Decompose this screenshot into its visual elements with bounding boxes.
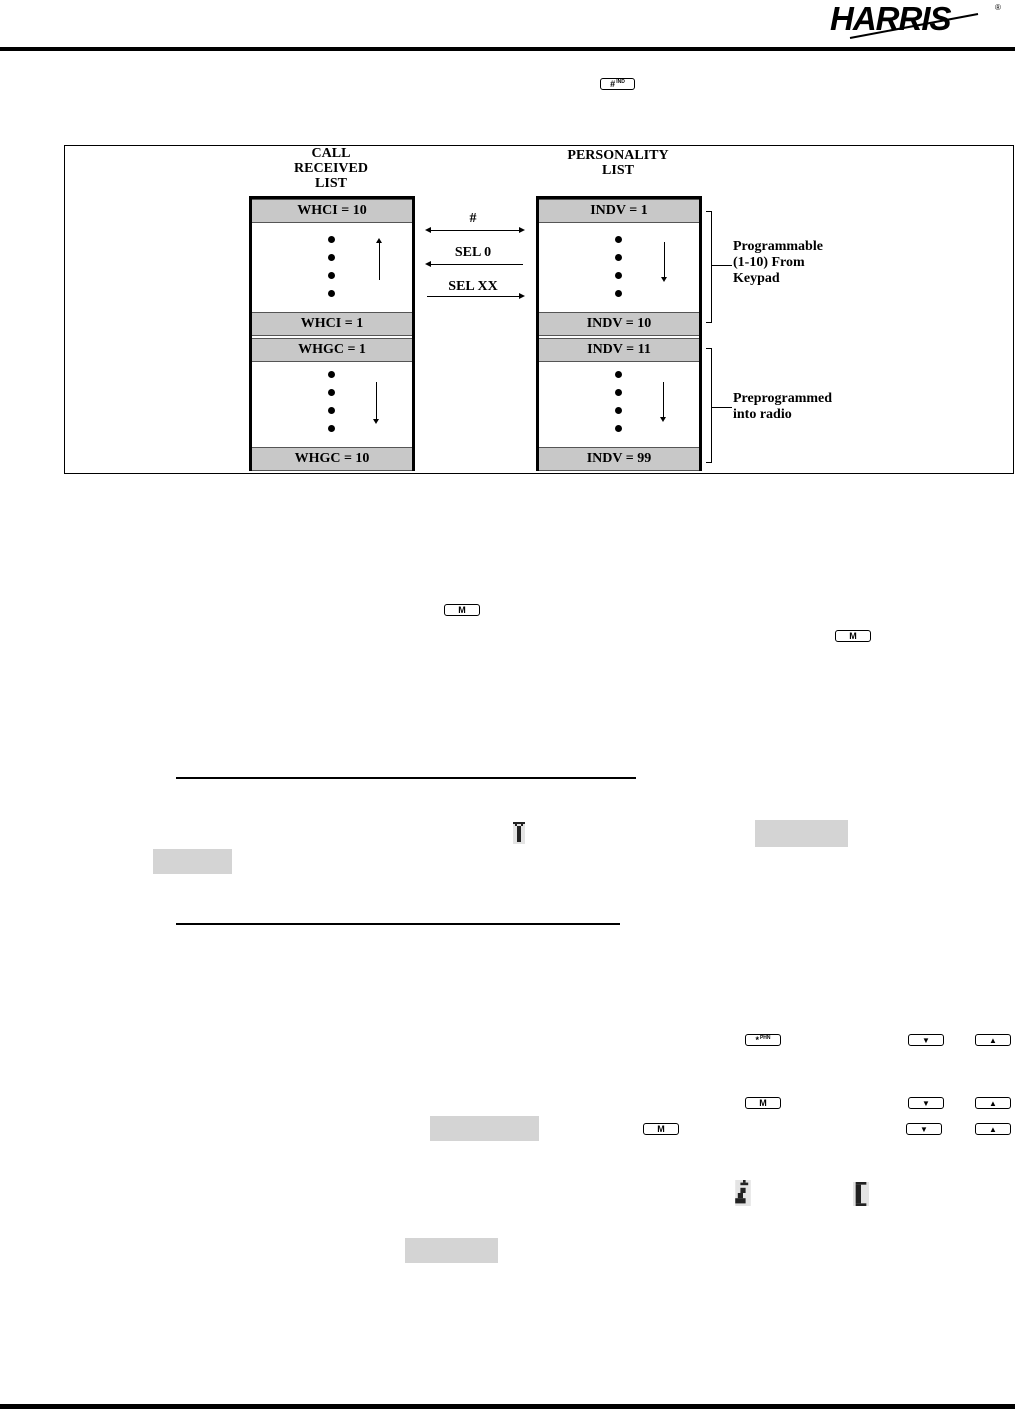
- down-arrow: [663, 382, 664, 418]
- ellipsis-dot: [328, 290, 335, 297]
- left-arrow: [427, 264, 523, 265]
- programmable-note: Programmable (1-10) From Keypad: [733, 239, 823, 286]
- menu-key-icon: M: [835, 630, 871, 642]
- menu-key-icon: M: [444, 604, 480, 616]
- ellipsis-dot: [328, 236, 335, 243]
- ellipsis-dot: [615, 371, 622, 378]
- lcd-highlight-box: [405, 1238, 498, 1263]
- ellipsis-dot: [615, 254, 622, 261]
- heading-underline: [176, 777, 636, 779]
- down-arrow-key-icon: ▼: [906, 1123, 942, 1135]
- lcd-bracket-icon: [853, 1182, 869, 1206]
- whgc-1-cell: WHGC = 1: [252, 338, 412, 362]
- up-arrow-key-icon: ▲: [975, 1123, 1011, 1135]
- heading-underline: [176, 923, 620, 925]
- programmable-bracket: [706, 211, 712, 323]
- call-list-figure: [64, 145, 1014, 474]
- ellipsis-dot: [615, 425, 622, 432]
- personality-list-title: PERSONALITY LIST: [567, 148, 669, 178]
- down-arrow: [664, 242, 665, 278]
- lcd-highlight-box: [430, 1116, 539, 1141]
- ellipsis-dot: [615, 407, 622, 414]
- lcd-highlight-box: [153, 849, 232, 874]
- up-arrow: [379, 242, 380, 280]
- ellipsis-dot: [615, 290, 622, 297]
- ellipsis-dot: [328, 272, 335, 279]
- harris-logo: [828, 0, 1003, 46]
- preprogrammed-bracket: [706, 348, 712, 463]
- ellipsis-dot: [615, 272, 622, 279]
- ellipsis-dot: [615, 236, 622, 243]
- menu-key-icon: M: [643, 1123, 679, 1135]
- pound-arrow-label: #: [469, 211, 477, 226]
- personality-list: [536, 196, 702, 471]
- header-rule: [0, 47, 1015, 51]
- registered-mark: ®: [995, 3, 1001, 12]
- ellipsis-dot: [328, 389, 335, 396]
- preprogrammed-note: Preprogrammed into radio: [733, 391, 833, 422]
- sel-xx-arrow-label: SEL XX: [448, 279, 498, 294]
- lcd-highlight-box: [755, 820, 848, 847]
- ellipsis-dot: [328, 254, 335, 261]
- indv-1-cell: INDV = 1: [539, 199, 699, 223]
- call-received-list: [249, 196, 415, 471]
- right-arrow: [427, 296, 523, 297]
- logo-text: HARRIS: [830, 0, 951, 37]
- whci-1-cell: WHCI = 1: [252, 312, 412, 336]
- indv-10-cell: INDV = 10: [539, 312, 699, 336]
- lcd-phone-icon: [735, 1180, 751, 1206]
- menu-key-icon: M: [745, 1097, 781, 1109]
- indv-99-cell: INDV = 99: [539, 447, 699, 471]
- up-arrow-key-icon: ▲: [975, 1034, 1011, 1046]
- ellipsis-dot: [615, 389, 622, 396]
- bracket-tick: [712, 265, 732, 266]
- down-arrow-key-icon: ▼: [908, 1034, 944, 1046]
- bidirectional-arrow: [427, 230, 523, 231]
- footer-rule: [0, 1404, 1015, 1409]
- down-arrow-key-icon: ▼: [908, 1097, 944, 1109]
- star-phn-key-icon: *$^{PHN}$: [745, 1034, 781, 1046]
- indv-11-cell: INDV = 11: [539, 338, 699, 362]
- whgc-10-cell: WHGC = 10: [252, 447, 412, 471]
- bracket-tick: [712, 407, 732, 408]
- ellipsis-dot: [328, 407, 335, 414]
- call-received-list-title: CALL RECEIVED LIST: [294, 146, 368, 191]
- lcd-antenna-icon: [513, 822, 525, 844]
- down-arrow: [376, 382, 377, 420]
- ellipsis-dot: [328, 371, 335, 378]
- ellipsis-dot: [328, 425, 335, 432]
- pound-ind-key-icon: #$^{IND}$: [600, 78, 635, 90]
- up-arrow-key-icon: ▲: [975, 1097, 1011, 1109]
- whci-10-cell: WHCI = 10: [252, 199, 412, 223]
- sel-0-arrow-label: SEL 0: [454, 245, 492, 260]
